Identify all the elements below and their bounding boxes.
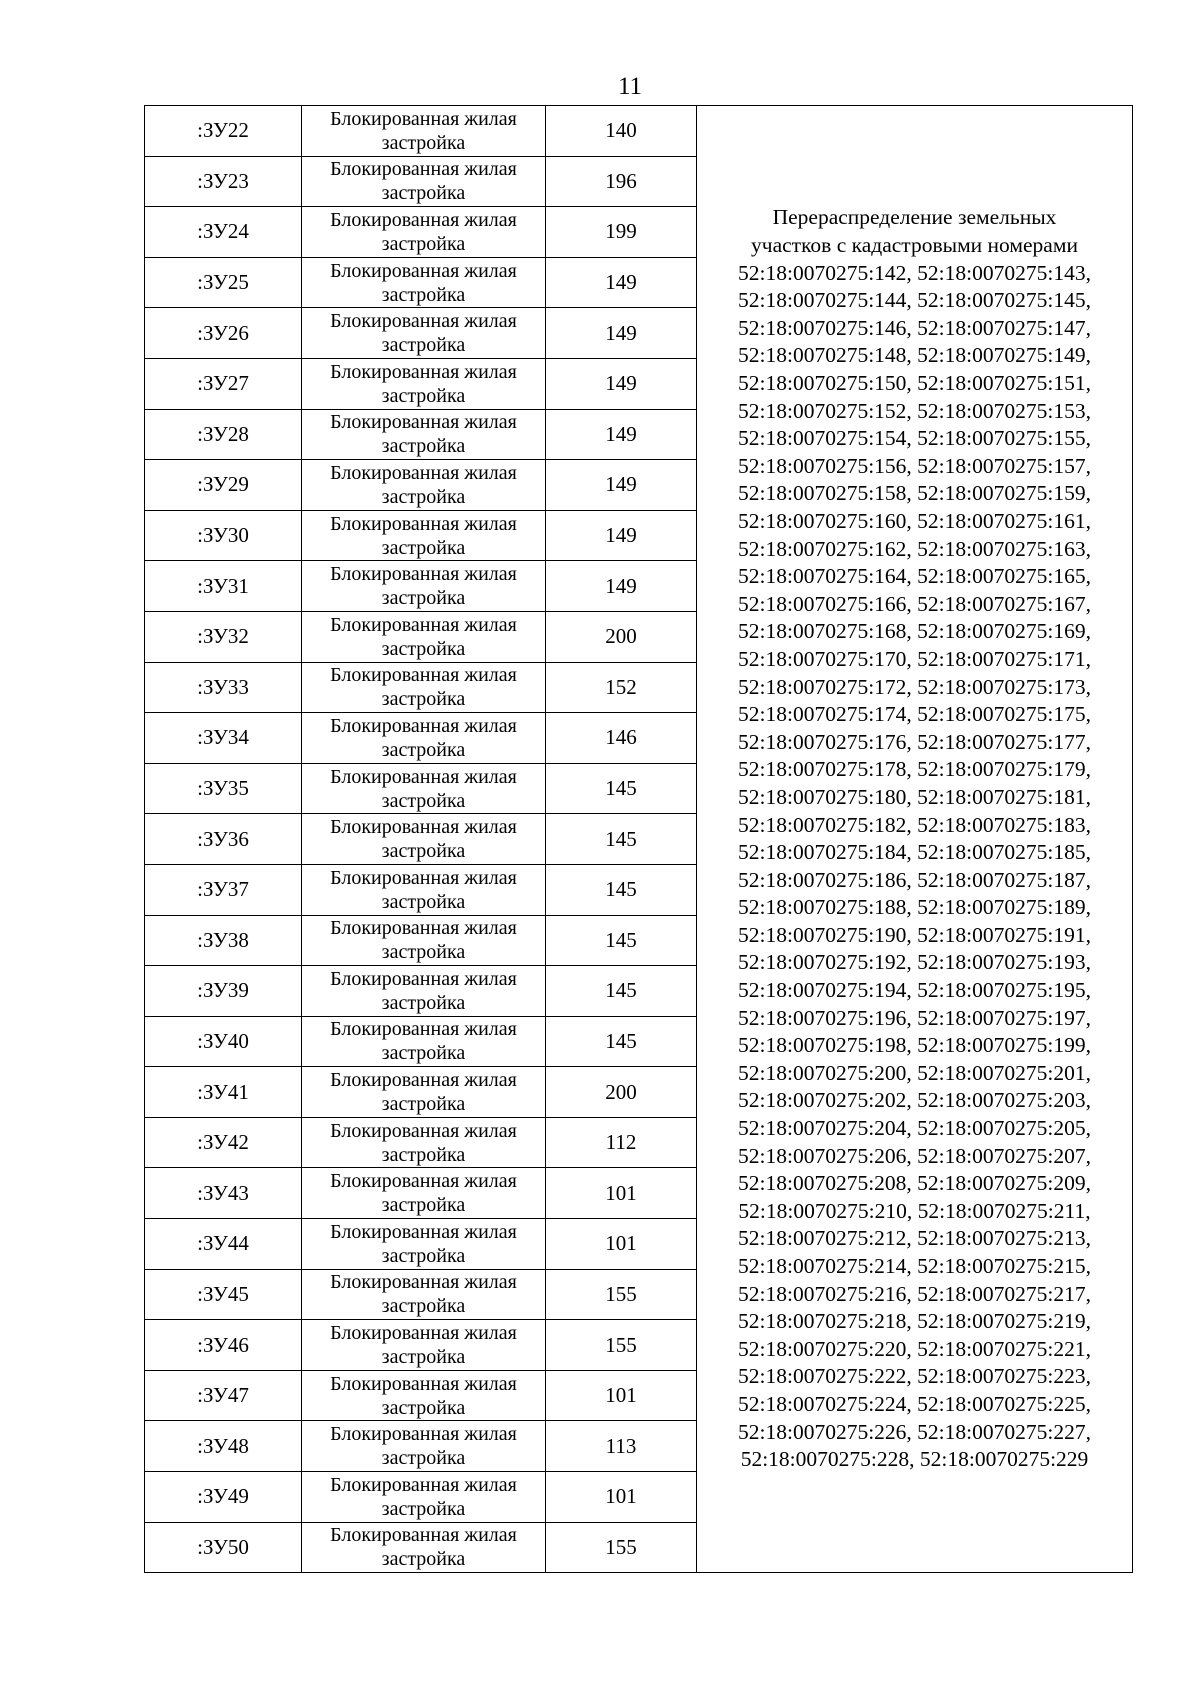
land-use-cell xyxy=(302,561,546,612)
land-use-cell xyxy=(302,1320,546,1371)
description-line: 52:18:0070275:142, 52:18:0070275:143, xyxy=(738,260,1091,285)
land-use-line: Блокированная жилая xyxy=(330,1473,517,1496)
description-line: 52:18:0070275:186, 52:18:0070275:187, xyxy=(738,867,1091,892)
description-line: 52:18:0070275:148, 52:18:0070275:149, xyxy=(738,343,1091,368)
description-line: 52:18:0070275:168, 52:18:0070275:169, xyxy=(738,619,1091,644)
land-use-line: застройка xyxy=(381,485,466,508)
plot-area-cell: 145 xyxy=(546,1016,697,1067)
land-use-cell xyxy=(302,510,546,561)
land-use-line: застройка xyxy=(381,283,466,306)
land-use-line: застройка xyxy=(381,1447,466,1470)
land-use-line: застройка xyxy=(381,334,466,357)
description-line: Перераспределение земельных xyxy=(772,205,1057,230)
plot-area-cell: 112 xyxy=(546,1117,697,1168)
plot-area-cell: 145 xyxy=(546,814,697,865)
plot-code-cell: :ЗУ25 xyxy=(145,257,302,308)
description-line: 52:18:0070275:220, 52:18:0070275:221, xyxy=(738,1336,1091,1361)
plot-code-cell: :ЗУ30 xyxy=(145,510,302,561)
land-use-cell xyxy=(302,257,546,308)
description-line: 52:18:0070275:196, 52:18:0070275:197, xyxy=(738,1005,1091,1030)
land-use-line: Блокированная жилая xyxy=(330,563,517,586)
land-use-line: застройка xyxy=(381,587,466,610)
plot-code-cell: :ЗУ47 xyxy=(145,1370,302,1421)
land-use-cell xyxy=(302,864,546,915)
plot-code-cell: :ЗУ36 xyxy=(145,814,302,865)
land-use-cell xyxy=(302,1269,546,1320)
land-use-line: Блокированная жилая xyxy=(330,360,517,383)
land-use-line: застройка xyxy=(381,384,466,407)
description-line: 52:18:0070275:228, 52:18:0070275:229 xyxy=(740,1447,1089,1472)
land-use-line: Блокированная жилая xyxy=(330,1524,517,1547)
land-use-cell xyxy=(302,763,546,814)
land-use-line: застройка xyxy=(381,941,466,964)
plot-code-cell: :ЗУ38 xyxy=(145,915,302,966)
description-line: 52:18:0070275:206, 52:18:0070275:207, xyxy=(738,1143,1091,1168)
plot-area-cell: 140 xyxy=(546,106,697,157)
description-line: 52:18:0070275:200, 52:18:0070275:201, xyxy=(738,1060,1091,1085)
plot-code-cell: :ЗУ44 xyxy=(145,1219,302,1270)
description-line: 52:18:0070275:202, 52:18:0070275:203, xyxy=(738,1088,1091,1113)
plot-area-cell: 149 xyxy=(546,409,697,460)
description-line: 52:18:0070275:162, 52:18:0070275:163, xyxy=(738,536,1091,561)
plot-area-cell: 145 xyxy=(546,966,697,1017)
land-use-line: Блокированная жилая xyxy=(330,259,517,282)
plot-code-cell: :ЗУ26 xyxy=(145,308,302,359)
description-line: 52:18:0070275:154, 52:18:0070275:155, xyxy=(738,426,1091,451)
plot-code-cell: :ЗУ31 xyxy=(145,561,302,612)
land-use-line: Блокированная жилая xyxy=(330,158,517,181)
land-use-cell xyxy=(302,1370,546,1421)
land-use-cell xyxy=(302,207,546,258)
plot-code-cell: :ЗУ27 xyxy=(145,358,302,409)
plot-code-cell: :ЗУ35 xyxy=(145,763,302,814)
land-use-line: застройка xyxy=(381,1194,466,1217)
land-use-line: Блокированная жилая xyxy=(330,512,517,535)
description-line: 52:18:0070275:176, 52:18:0070275:177, xyxy=(738,729,1091,754)
land-plots-table xyxy=(144,105,1133,1573)
description-line: участков с кадастровыми номерами xyxy=(751,233,1078,258)
plot-code-cell: :ЗУ24 xyxy=(145,207,302,258)
plot-area-cell: 200 xyxy=(546,611,697,662)
plot-code-cell: :ЗУ23 xyxy=(145,156,302,207)
description-line: 52:18:0070275:156, 52:18:0070275:157, xyxy=(738,453,1091,478)
plot-code-cell: :ЗУ22 xyxy=(145,106,302,157)
plot-area-cell: 101 xyxy=(546,1219,697,1270)
land-use-cell xyxy=(302,1117,546,1168)
plot-area-cell: 101 xyxy=(546,1370,697,1421)
land-use-cell xyxy=(302,1421,546,1472)
description-line: 52:18:0070275:184, 52:18:0070275:185, xyxy=(738,840,1091,865)
description-line: 52:18:0070275:224, 52:18:0070275:225, xyxy=(738,1391,1091,1416)
land-use-cell xyxy=(302,915,546,966)
land-use-line: застройка xyxy=(381,1295,466,1318)
land-use-line: застройка xyxy=(381,890,466,913)
land-use-line: Блокированная жилая xyxy=(330,816,517,839)
description-line: 52:18:0070275:208, 52:18:0070275:209, xyxy=(738,1171,1091,1196)
plot-area-cell: 155 xyxy=(546,1522,697,1573)
description-line: 52:18:0070275:144, 52:18:0070275:145, xyxy=(738,288,1091,313)
plot-code-cell: :ЗУ34 xyxy=(145,713,302,764)
land-use-line: Блокированная жилая xyxy=(330,1423,517,1446)
description-line: 52:18:0070275:198, 52:18:0070275:199, xyxy=(738,1033,1091,1058)
plot-code-cell: :ЗУ32 xyxy=(145,611,302,662)
land-use-line: застройка xyxy=(381,536,466,559)
plot-area-cell: 149 xyxy=(546,358,697,409)
land-use-cell xyxy=(302,1522,546,1573)
plot-area-cell: 146 xyxy=(546,713,697,764)
description-line: 52:18:0070275:210, 52:18:0070275:211, xyxy=(738,1198,1091,1223)
land-use-line: Блокированная жилая xyxy=(330,107,517,130)
land-use-line: Блокированная жилая xyxy=(330,664,517,687)
description-line: 52:18:0070275:216, 52:18:0070275:217, xyxy=(738,1281,1091,1306)
plot-area-cell: 101 xyxy=(546,1472,697,1523)
land-use-cell xyxy=(302,662,546,713)
land-use-line: Блокированная жилая xyxy=(330,1069,517,1092)
land-use-line: застройка xyxy=(381,182,466,205)
land-use-cell xyxy=(302,713,546,764)
description-line: 52:18:0070275:160, 52:18:0070275:161, xyxy=(738,508,1091,533)
land-use-cell xyxy=(302,1472,546,1523)
plot-area-cell: 149 xyxy=(546,561,697,612)
plot-area-cell: 152 xyxy=(546,662,697,713)
table-body xyxy=(145,106,1133,1573)
land-use-line: Блокированная жилая xyxy=(330,967,517,990)
description-line: 52:18:0070275:190, 52:18:0070275:191, xyxy=(738,922,1091,947)
plot-code-cell: :ЗУ45 xyxy=(145,1269,302,1320)
land-use-line: застройка xyxy=(381,991,466,1014)
plot-area-cell: 200 xyxy=(546,1067,697,1118)
description-line: 52:18:0070275:178, 52:18:0070275:179, xyxy=(738,757,1091,782)
land-use-cell xyxy=(302,358,546,409)
land-use-line: застройка xyxy=(381,1548,466,1571)
description-line: 52:18:0070275:146, 52:18:0070275:147, xyxy=(738,315,1091,340)
plot-code-cell: :ЗУ43 xyxy=(145,1168,302,1219)
land-use-line: Блокированная жилая xyxy=(330,1119,517,1142)
land-use-line: застройка xyxy=(381,1093,466,1116)
description-line: 52:18:0070275:152, 52:18:0070275:153, xyxy=(738,398,1091,423)
land-use-line: застройка xyxy=(381,1346,466,1369)
land-use-line: Блокированная жилая xyxy=(330,1372,517,1395)
land-use-line: застройка xyxy=(381,1042,466,1065)
land-use-line: застройка xyxy=(381,1396,466,1419)
plot-area-cell: 101 xyxy=(546,1168,697,1219)
redistribution-description-cell xyxy=(697,106,1133,1573)
plot-area-cell: 145 xyxy=(546,864,697,915)
plot-code-cell: :ЗУ42 xyxy=(145,1117,302,1168)
land-use-line: Блокированная жилая xyxy=(330,310,517,333)
land-use-cell xyxy=(302,308,546,359)
plot-area-cell: 199 xyxy=(546,207,697,258)
description-line: 52:18:0070275:218, 52:18:0070275:219, xyxy=(738,1309,1091,1334)
land-use-cell xyxy=(302,156,546,207)
land-use-line: застройка xyxy=(381,1497,466,1520)
description-line: 52:18:0070275:214, 52:18:0070275:215, xyxy=(738,1254,1091,1279)
plot-area-cell: 149 xyxy=(546,460,697,511)
land-use-cell xyxy=(302,106,546,157)
land-use-cell xyxy=(302,1067,546,1118)
land-use-line: застройка xyxy=(381,1244,466,1267)
plot-code-cell: :ЗУ40 xyxy=(145,1016,302,1067)
land-use-cell xyxy=(302,966,546,1017)
description-line: 52:18:0070275:180, 52:18:0070275:181, xyxy=(738,784,1091,809)
description-line: 52:18:0070275:194, 52:18:0070275:195, xyxy=(738,978,1091,1003)
land-use-line: застройка xyxy=(381,1143,466,1166)
land-use-line: Блокированная жилая xyxy=(330,411,517,434)
description-line: 52:18:0070275:172, 52:18:0070275:173, xyxy=(738,674,1091,699)
land-use-line: Блокированная жилая xyxy=(330,1322,517,1345)
description-line: 52:18:0070275:166, 52:18:0070275:167, xyxy=(738,591,1091,616)
land-use-line: застройка xyxy=(381,789,466,812)
description-line: 52:18:0070275:192, 52:18:0070275:193, xyxy=(738,950,1091,975)
land-use-line: застройка xyxy=(381,840,466,863)
plot-area-cell: 149 xyxy=(546,257,697,308)
description-line: 52:18:0070275:182, 52:18:0070275:183, xyxy=(738,812,1091,837)
land-use-cell xyxy=(302,814,546,865)
plot-area-cell: 155 xyxy=(546,1320,697,1371)
land-use-line: Блокированная жилая xyxy=(330,613,517,636)
land-use-line: застройка xyxy=(381,688,466,711)
land-use-cell xyxy=(302,1016,546,1067)
land-use-line: Блокированная жилая xyxy=(330,1271,517,1294)
land-use-line: Блокированная жилая xyxy=(330,461,517,484)
description-line: 52:18:0070275:204, 52:18:0070275:205, xyxy=(738,1116,1091,1141)
description-line: 52:18:0070275:170, 52:18:0070275:171, xyxy=(738,646,1091,671)
plot-code-cell: :ЗУ37 xyxy=(145,864,302,915)
land-use-line: Блокированная жилая xyxy=(330,765,517,788)
plot-code-cell: :ЗУ41 xyxy=(145,1067,302,1118)
plot-code-cell: :ЗУ29 xyxy=(145,460,302,511)
plot-code-cell: :ЗУ46 xyxy=(145,1320,302,1371)
plot-area-cell: 149 xyxy=(546,510,697,561)
land-use-cell xyxy=(302,460,546,511)
land-use-line: застройка xyxy=(381,435,466,458)
description-line: 52:18:0070275:222, 52:18:0070275:223, xyxy=(738,1364,1091,1389)
land-use-line: Блокированная жилая xyxy=(330,208,517,231)
land-use-line: Блокированная жилая xyxy=(330,917,517,940)
plot-code-cell: :ЗУ33 xyxy=(145,662,302,713)
land-use-cell xyxy=(302,1219,546,1270)
land-use-cell xyxy=(302,1168,546,1219)
description-line: 52:18:0070275:226, 52:18:0070275:227, xyxy=(738,1419,1091,1444)
plot-area-cell: 149 xyxy=(546,308,697,359)
description-line: 52:18:0070275:174, 52:18:0070275:175, xyxy=(738,702,1091,727)
plot-code-cell: :ЗУ28 xyxy=(145,409,302,460)
land-use-line: застройка xyxy=(381,131,466,154)
description-line: 52:18:0070275:212, 52:18:0070275:213, xyxy=(738,1226,1091,1251)
page-number: 11 xyxy=(617,73,643,100)
description-line: 52:18:0070275:158, 52:18:0070275:159, xyxy=(738,481,1091,506)
land-use-line: застройка xyxy=(381,637,466,660)
plot-area-cell: 196 xyxy=(546,156,697,207)
land-use-line: Блокированная жилая xyxy=(330,866,517,889)
land-use-line: застройка xyxy=(381,232,466,255)
plot-area-cell: 145 xyxy=(546,763,697,814)
land-use-line: Блокированная жилая xyxy=(330,1170,517,1193)
land-use-line: Блокированная жилая xyxy=(330,1018,517,1041)
plot-area-cell: 145 xyxy=(546,915,697,966)
plot-area-cell: 155 xyxy=(546,1269,697,1320)
plot-area-cell: 113 xyxy=(546,1421,697,1472)
land-use-cell xyxy=(302,409,546,460)
land-use-line: застройка xyxy=(381,738,466,761)
description-line: 52:18:0070275:164, 52:18:0070275:165, xyxy=(738,564,1091,589)
plot-code-cell: :ЗУ50 xyxy=(145,1522,302,1573)
description-line: 52:18:0070275:150, 52:18:0070275:151, xyxy=(738,371,1091,396)
plot-code-cell: :ЗУ39 xyxy=(145,966,302,1017)
plot-code-cell: :ЗУ48 xyxy=(145,1421,302,1472)
land-use-line: Блокированная жилая xyxy=(330,714,517,737)
plot-code-cell: :ЗУ49 xyxy=(145,1472,302,1523)
description-line: 52:18:0070275:188, 52:18:0070275:189, xyxy=(738,895,1091,920)
table-row xyxy=(145,106,1133,157)
land-use-cell xyxy=(302,611,546,662)
land-use-line: Блокированная жилая xyxy=(330,1220,517,1243)
